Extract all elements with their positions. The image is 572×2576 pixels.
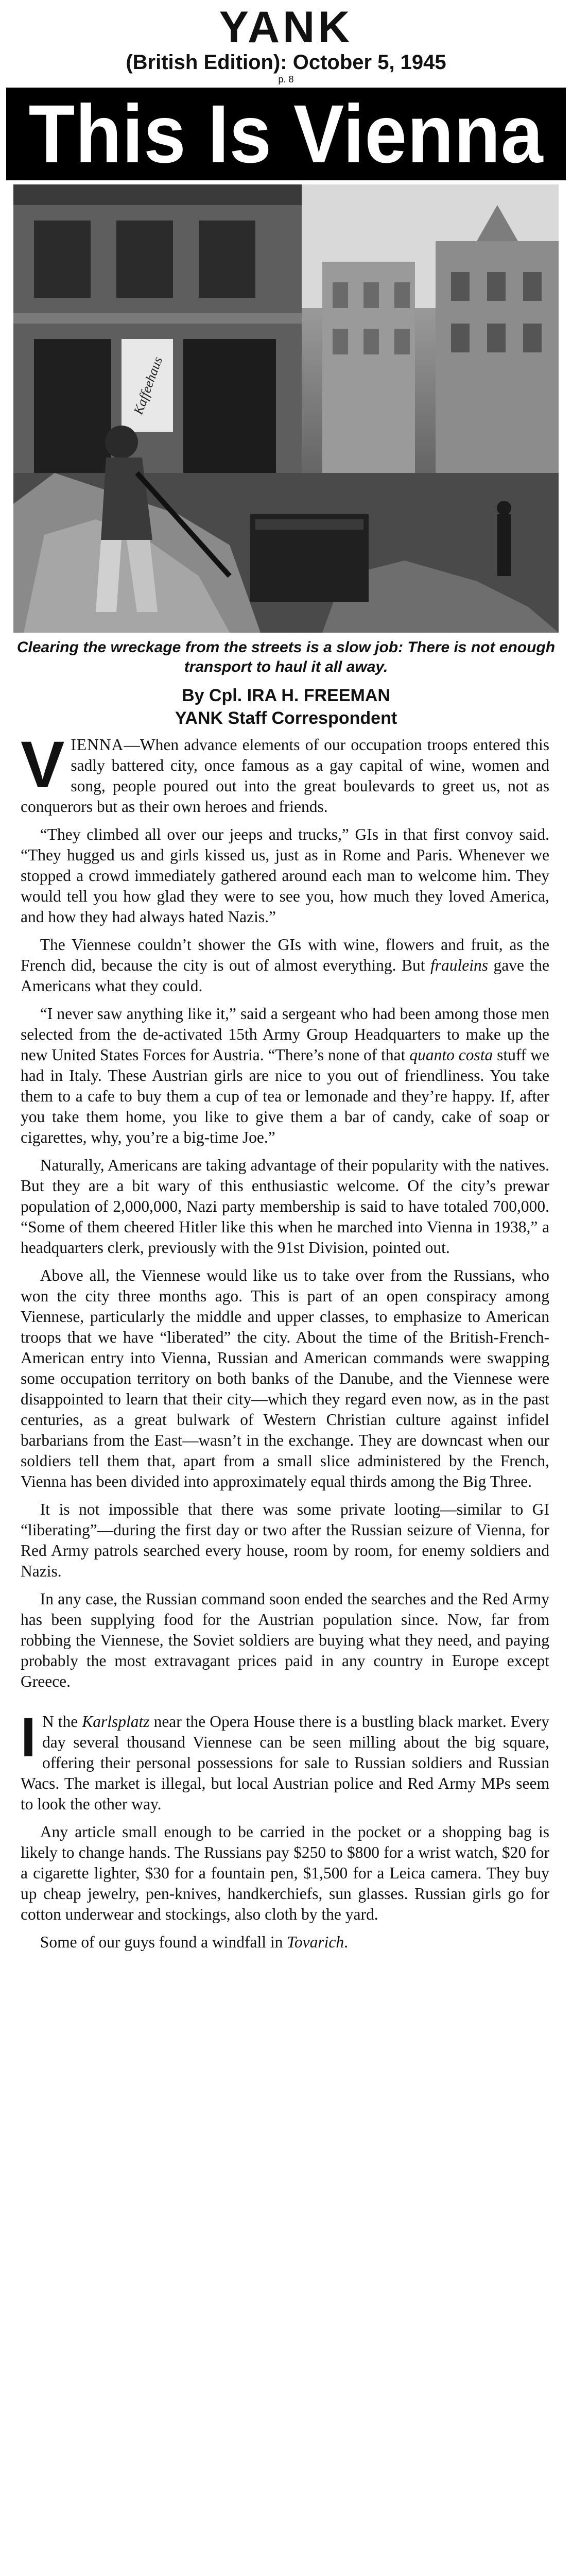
shop-sign-text: Kaffeehaus	[130, 354, 166, 417]
paragraph-3	[21, 935, 549, 996]
paragraph-4	[21, 1004, 549, 1148]
paragraph-10: Any article small enough to be carried in the pocket or a shopping bag is likely to change hands. The Russians pay $250 to $800 for a wrist watch, $20 for a cigarette lighter, $30 for a fountain pen, $1,500 for a Leica camera. They buy up cheap jewelry, pen-knives, handkerchiefs, sun glasses. Russian girls go for cotton underwear and stockings, also cloth by the yard.	[21, 1823, 549, 1923]
byline	[0, 684, 572, 730]
paragraph-6: Above all, the Viennese would like us to take over from the Russians, who won the city three months ago. This is part of an open conspiracy among Viennese, particularly the middle and upper classes, to emphasize to American troops that we have “liberated” the city. About the time of the British-French-American entry into Vienna, Russian and American commands were swapping some occupation territory on both banks of the Danube, and the Viennese were disappointed to learn that their city—which they regard even now, as in the past centuries, as a great bulwark of Western Christian culture against infidel barbarians from the East—wasn’t in the exchange. They are downcast when our soldiers tell them that, apart from a small slice administered by the French, Vienna has been divided into approximately equal thirds among the Big Three.	[21, 1266, 549, 1490]
paragraph-4-part-b: stuff we had in Italy. These Austrian girls are nice to you out of friendliness. You take them to a cafe to buy them a cup of tea or lemonade and they’re happy. If, after you take them home, you like to give them a bar of candy, cake of soap or cigarettes, why, you’re a big-time Joe.”	[21, 1046, 549, 1146]
paragraph-3-part-a: The Viennese couldn’t shower the GIs with wine, flowers and fruit, as the French did, because the city is out of almost everything. But	[21, 936, 549, 974]
italic-tovarich: Tovarich	[287, 1933, 344, 1951]
paragraph-5: Naturally, Americans are taking advantage of their popularity with the natives. But they are a bit wary of this enthusiastic welcome. Of the city’s prewar population of 2,000,000, Nazi party membership is said to have totaled 700,000. “Some of them cheered Hitler like this when he marched into Vienna in 1938,” a headquarters clerk, previously with the 91st Division, pointed out.	[21, 1156, 549, 1257]
photo-illustration	[13, 184, 559, 633]
paragraph-9	[21, 1706, 549, 1815]
paragraph-8: In any case, the Russian command soon ended the searches and the Red Army has been supplying food for the Austrian population since. Now, far from robbing the Viennese, the Soviet soldiers are buying what they need, and paying probably the most extravagant prices paid in any country in Europe except Greece.	[21, 1590, 549, 1690]
paragraph-11	[21, 1932, 549, 1953]
italic-karlsplatz: Karlsplatz	[82, 1713, 150, 1731]
paragraph-1-text: —When advance elements of our occupation troops entered this sadly battered city, once famous as a gay capital of wine, women and song, people poured out into the great boulevards to greet us, not as conquerors but as their own heroes and friends.	[21, 736, 549, 816]
magazine-title: YANK	[219, 3, 353, 52]
paragraph-1	[21, 728, 549, 817]
drop-cap-2: I	[21, 1706, 37, 1768]
section-break	[21, 1699, 549, 1711]
page-number: p. 8	[278, 74, 294, 84]
paragraph-9-part-a: N the	[42, 1713, 82, 1731]
dateline: IENNA	[71, 736, 124, 754]
paragraph-11-part-b: .	[344, 1933, 348, 1951]
italic-quanto-costa: quanto costa	[409, 1046, 493, 1064]
paragraph-7: It is not impossible that there was some private looting—similar to GI “liberating”—during the first day or two after the Russian seizure of Vienna, for Red Army patrols searched every house, room by room, for enemy soldiers and Nazis.	[21, 1500, 549, 1580]
author-role: YANK Staff Correspondent	[175, 708, 397, 728]
headline: This Is Vienna	[28, 88, 544, 180]
article-body	[21, 728, 549, 1953]
paragraph-2: “They climbed all over our jeeps and trucks,” GIs in that first convoy said. “They hugged us and girls kissed us, just as in Rome and Paris. Whenever we stopped a crowd immediately gathered around each man to welcome him. They would tell you how glad they were to see you, how much they loved America, and how they had always hated Nazis.”	[21, 825, 549, 926]
headline-banner	[6, 88, 566, 180]
paragraph-9-part-b: near the Opera House there is a bustling black market. Every day several thousand Viennese can be seen milling about the big square, offering their personal possessions for sale to Russian soldiers and Russian Wacs. The market is illegal, but local Austrian police and Red Army MPs seem to look the other way.	[21, 1713, 549, 1813]
italic-frauleins: frauleins	[430, 956, 489, 974]
paragraph-3-part-b: gave the Americans what they could.	[21, 956, 549, 995]
street-wreckage-photo	[13, 184, 559, 633]
paragraph-11-part-a: Some of our guys found a windfall in	[40, 1933, 287, 1951]
edition-date: (British Edition): October 5, 1945	[126, 51, 446, 74]
paragraph-4-part-a: “I never saw anything like it,” said a sergeant who had been among those men selected from the de-activated 15th Army Group Headquarters to make up the new United States Forces for Austria. “There’s none of that	[21, 1005, 549, 1064]
drop-cap: V	[21, 728, 65, 802]
photo-caption: Clearing the wreckage from the streets is a slow job: There is not enough transport to haul it all away.	[16, 639, 556, 675]
author: By Cpl. IRA H. FREEMAN	[182, 686, 390, 705]
masthead	[0, 0, 572, 84]
